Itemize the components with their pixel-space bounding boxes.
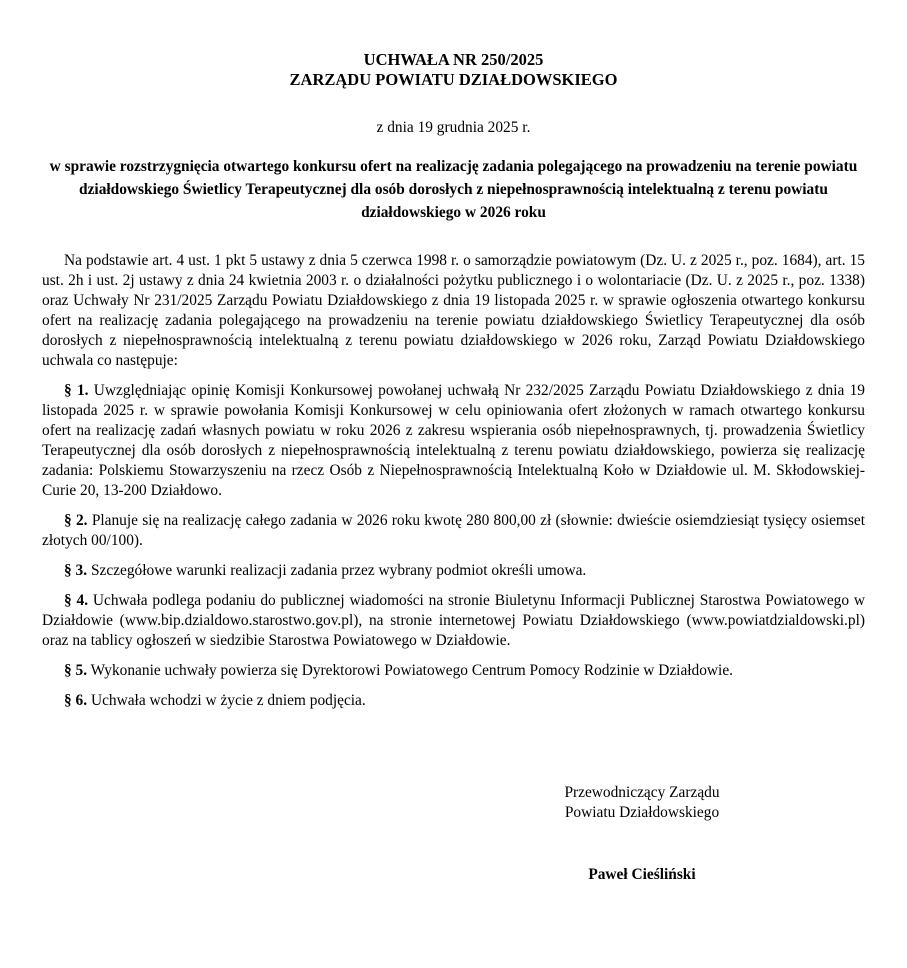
- signature-block: [492, 783, 792, 885]
- document-body: [42, 251, 865, 711]
- section-5-marker: § 5.: [64, 662, 88, 679]
- section-6: [42, 691, 865, 711]
- preamble: Na podstawie art. 4 ust. 1 pkt 5 ustawy z dnia 5 czerwca 1998 r. o samorządzie powiatowym (Dz. U. z 2025 r., poz. 1684), art. 15 ust. 2h i ust. 2j ustawy z dnia 24 kwietnia 2003 r. o działalności pożytku publicznego i o wolontariacie (Dz. U. z 2025 r., poz. 1338) oraz Uchwały Nr 231/2025 Zarządu Powiatu Działdowskiego z dnia 19 listopada 2025 r. w sprawie ogłoszenia otwartego konkursu ofert na realizację zadania polegającego na prowadzeniu na terenie powiatu działdowskiego Świetlicy Terapeutycznej dla osób dorosłych z niepełnosprawnością intelektualną z terenu powiatu działdowskiego w 2026 roku, Zarząd Powiatu Działdowskiego uchwala co następuje:: [42, 252, 865, 369]
- section-5-text: Wykonanie uchwały powierza się Dyrektorowi Powiatowego Centrum Pomocy Rodzinie w Działdowie.: [90, 662, 734, 679]
- document-header: [42, 50, 865, 224]
- section-3-marker: § 3.: [64, 562, 88, 579]
- section-6-text: Uchwała wchodzi w życie z dniem podjęcia.: [90, 692, 366, 709]
- section-3: [42, 561, 865, 581]
- section-4: [42, 591, 865, 651]
- section-4-text: Uchwała podlega podaniu do publicznej wiadomości na stronie Biuletynu Informacji Publicznej Starostwa Powiatowego w Działdowie (www.bip.dzialdowo.starostwo.gov.pl), na stronie internetowej Powiatu Działdowskiego (www.powiatdzialdowski.pl) oraz na tablicy ogłoszeń w siedzibie Starostwa Powiatowego w Działdowie.: [42, 592, 865, 649]
- section-3-text: Szczegółowe warunki realizacji zadania przez wybrany podmiot określi umowa.: [90, 562, 587, 579]
- section-1-text: Uwzględniając opinię Komisji Konkursowej powołanej uchwałą Nr 232/2025 Zarządu Powiatu Działdowskiego z dnia 19 listopada 2025 r. w sprawie powołania Komisji Konkursowej w celu opiniowania ofert złożonych w ramach otwartego konkursu ofert na realizację zadań własnych powiatu w roku 2026 z zakresu wspierania osób niepełnosprawnych, tj. prowadzenia Świetlicy Terapeutycznej dla osób dorosłych z niepełnosprawnością intelektualną z terenu powiatu działdowskiego, powierza się realizację zadania: Polskiemu Stowarzyszeniu na rzecz Osób z Niepełnosprawnością Intelektualną Koło w Działdowie ul. M. Skłodowskiej-Curie 20, 13-200 Działdowo.: [42, 382, 865, 499]
- resolution-date: z dnia 19 grudnia 2025 r.: [376, 119, 531, 136]
- section-2: [42, 511, 865, 551]
- section-4-marker: § 4.: [64, 592, 89, 609]
- signatory-role-line1: Przewodniczący Zarządu: [564, 784, 720, 801]
- section-2-text: Planuje się na realizację całego zadania w 2026 roku kwotę 280 800,00 zł (słownie: dwieście osiemdziesiąt tysięcy osiemset złotych 00/100).: [42, 512, 865, 549]
- signatory-name: Paweł Cieśliński: [588, 866, 696, 883]
- section-1: [42, 381, 865, 501]
- section-5: [42, 661, 865, 681]
- section-2-marker: § 2.: [64, 512, 88, 529]
- resolution-number: UCHWAŁA NR 250/2025: [363, 50, 544, 69]
- section-1-marker: § 1.: [64, 382, 89, 399]
- resolution-subject: w sprawie rozstrzygnięcia otwartego konkursu ofert na realizację zadania polegającego na prowadzeniu na terenie powiatu działdowskiego Świetlicy Terapeutycznej dla osób dorosłych z niepełnosprawnością intelektualną z terenu powiatu działdowskiego w 2026 roku: [49, 158, 858, 221]
- issuing-body: ZARZĄDU POWIATU DZIAŁDOWSKIEGO: [289, 70, 618, 89]
- signatory-role-line2: Powiatu Działdowskiego: [564, 804, 720, 821]
- section-6-marker: § 6.: [64, 692, 88, 709]
